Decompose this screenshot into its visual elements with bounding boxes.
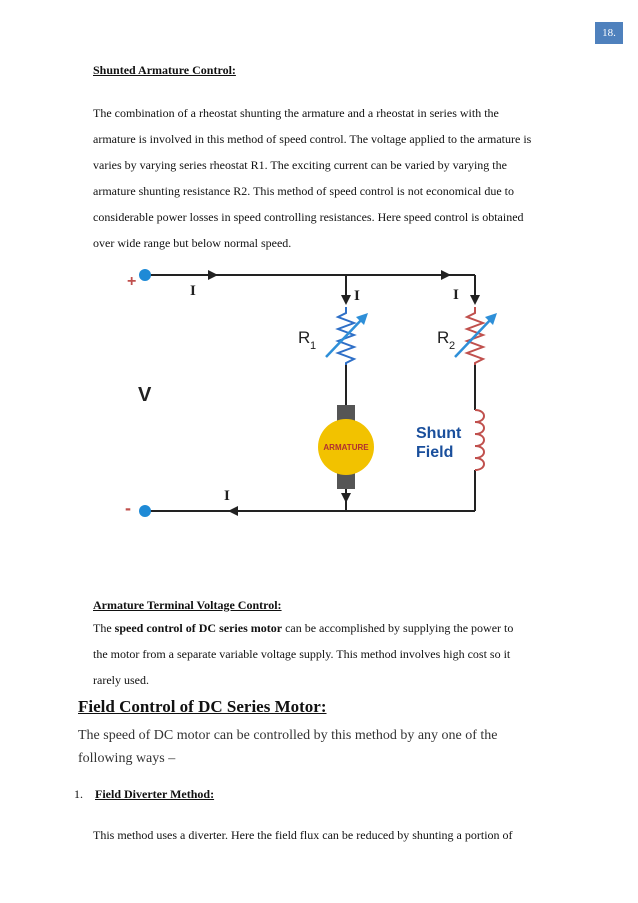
current-label: I [224,488,230,504]
r1-subscript: 1 [310,340,317,352]
arrow-down-icon [470,295,480,305]
arrow-down-icon [341,493,351,503]
page-number-badge: 18. [595,22,623,44]
r1-label: R [298,328,311,347]
r2-label: R [437,328,450,347]
current-label: I [354,288,360,304]
paragraph-line: The combination of a rheostat shunting the armature and a rheostat in series with the [93,106,499,120]
intro-line: The speed of DC motor can be controlled by this method by any one of the [78,728,498,743]
numbered-list-item [74,787,214,802]
voltage-label: V [138,384,152,406]
list-number: 1. [74,787,83,801]
paragraph-line: armature is involved in this method of speed control. The voltage applied to the armature is [93,132,532,146]
shunted-armature-circuit-diagram [110,255,510,535]
circuit-wires [145,275,475,511]
field-control-heading: Field Control of DC Series Motor: [78,697,327,716]
arrow-right-icon [208,270,218,280]
field-control-intro [78,724,548,770]
field-label: Field [416,444,454,461]
armature-label: ARMATURE [323,443,369,452]
paragraph-line: considerable power losses in speed controlling resistances. Here speed control is obtained [93,210,524,224]
arrow-down-icon [341,295,351,305]
paragraph-line: armature shunting resistance R2. This method of speed control is not economical due to [93,184,515,198]
intro-line: following ways – [78,751,176,766]
field-diverter-paragraph: This method uses a diverter. Here the field flux can be reduced by shunting a portion of [93,828,513,842]
current-label: I [190,283,196,299]
r2-subscript: 2 [449,340,456,352]
armature-terminal-voltage-paragraph [93,615,563,693]
arrow-left-icon [228,506,238,516]
bold-phrase: speed control of DC series motor [114,621,283,635]
paragraph-line: over wide range but below normal speed. [93,236,292,250]
armature-brush-bottom [337,473,355,489]
plus-sign: + [127,273,137,290]
armature-terminal-voltage-heading: Armature Terminal Voltage Control: [93,598,282,612]
text-segment: The [93,621,112,635]
minus-sign: - [125,498,131,518]
arrow-right-icon [441,270,451,280]
armature-brush-top [337,405,355,421]
paragraph-line [93,615,563,641]
field-diverter-heading: Field Diverter Method: [95,787,215,801]
paragraph-line: the motor from a separate variable voltage supply. This method involves high cost so it [93,647,511,661]
shunt-label: Shunt [416,425,462,442]
paragraph-line: varies by varying series rheostat R1. The exciting current can be varied by varying the [93,158,507,172]
positive-terminal-node [139,269,151,281]
shunted-armature-heading: Shunted Armature Control: [93,63,236,77]
paragraph-line: rarely used. [93,673,149,687]
current-label: I [453,287,459,303]
negative-terminal-node [139,505,151,517]
shunt-field-coil [475,410,484,470]
shunted-armature-paragraph [93,100,563,256]
text-segment: can be accomplished by supplying the power to [285,621,514,635]
